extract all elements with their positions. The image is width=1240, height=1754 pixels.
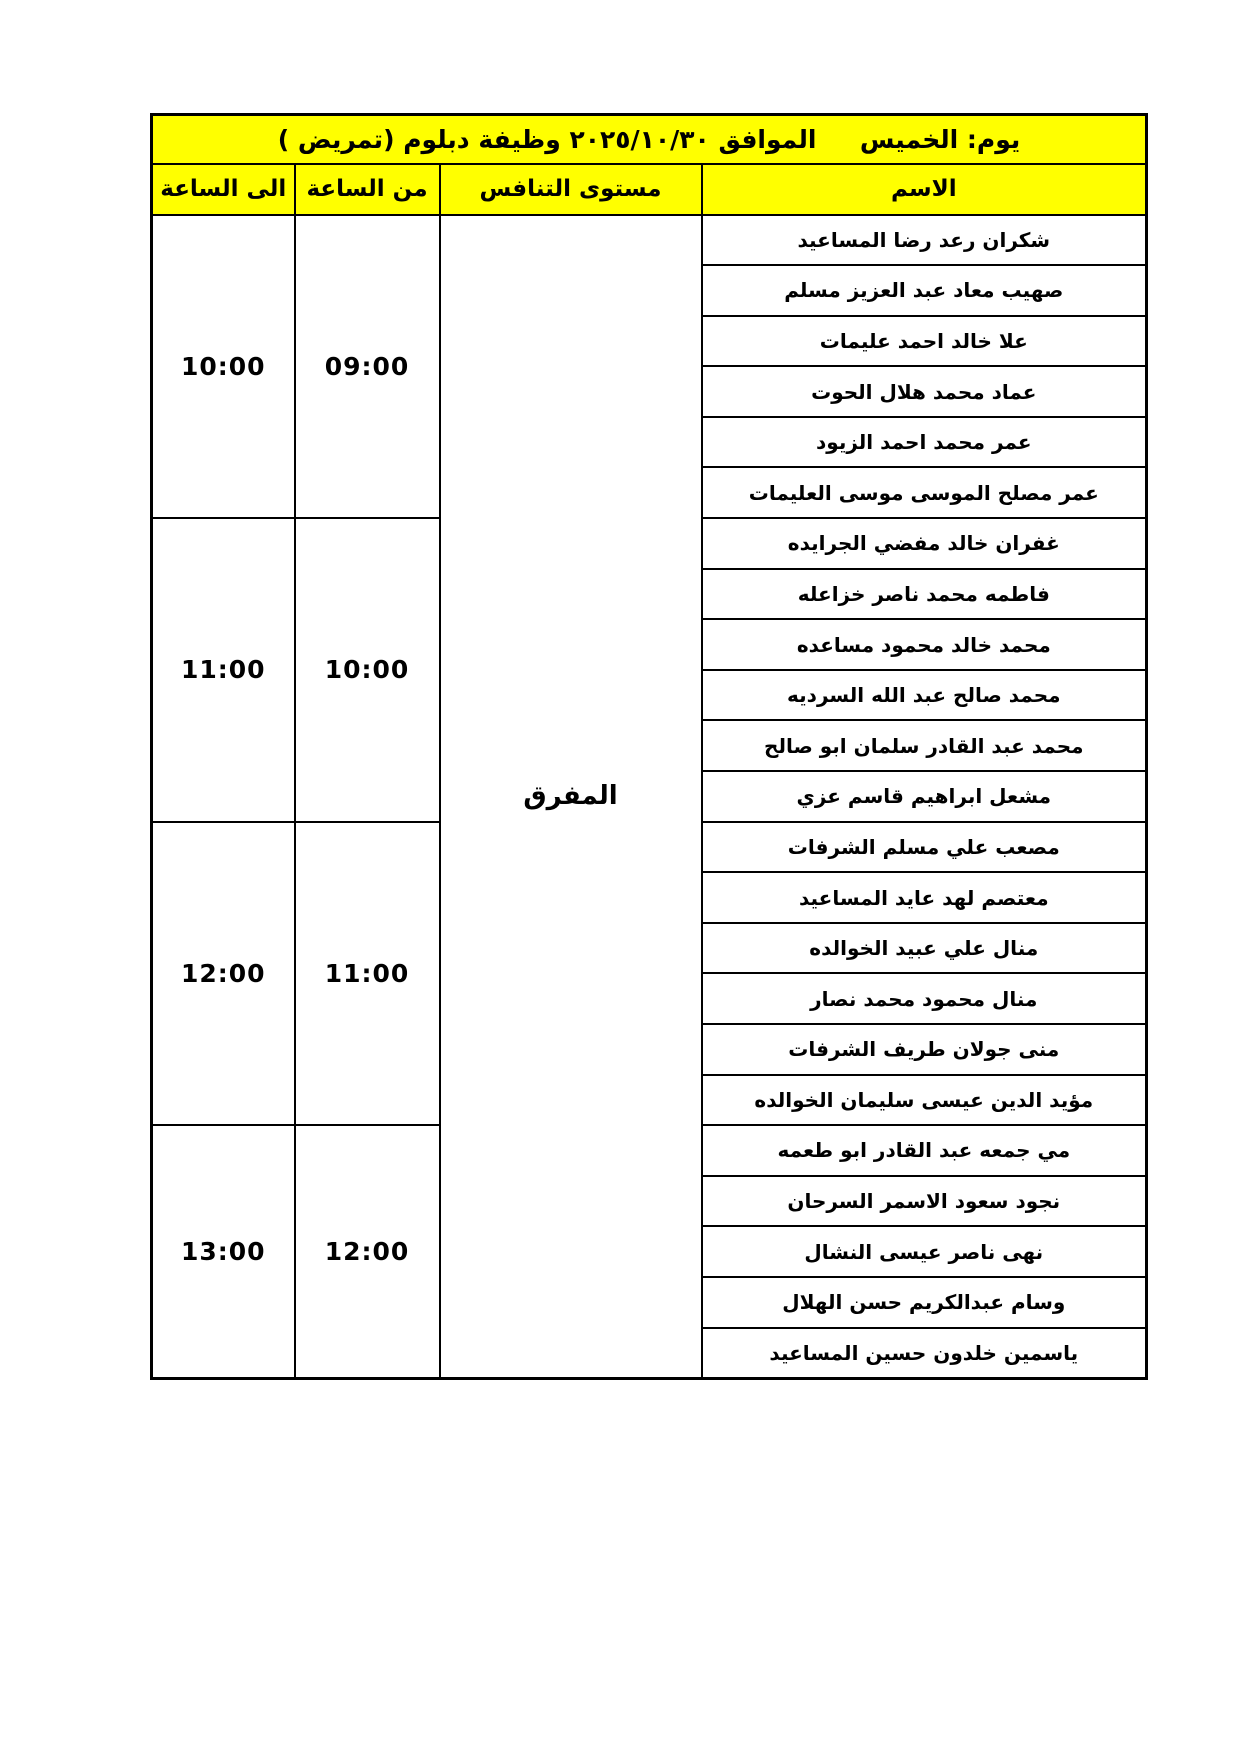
- to-hour-cell: 13:00: [152, 1125, 295, 1378]
- candidate-name: محمد عبد القادر سلمان ابو صالح: [702, 720, 1147, 771]
- candidate-name: صهيب معاد عبد العزيز مسلم: [702, 265, 1147, 316]
- document-title: يوم: الخميس الموافق ٢٠٢٥/١٠/٣٠ وظيفة دبلوم (تمريض ): [152, 115, 1147, 164]
- candidate-name: منال محمود محمد نصار: [702, 973, 1147, 1024]
- candidate-name: غفران خالد مفضي الجرايده: [702, 518, 1147, 569]
- candidate-name: عمر مصلح الموسى موسى العليمات: [702, 467, 1147, 518]
- candidate-name: شكران رعد رضا المساعيد: [702, 215, 1147, 266]
- to-hour-cell: 11:00: [152, 518, 295, 822]
- candidate-name: مصعب علي مسلم الشرفات: [702, 822, 1147, 873]
- candidate-name: عمر محمد احمد الزيود: [702, 417, 1147, 468]
- candidate-name: ياسمين خلدون حسين المساعيد: [702, 1328, 1147, 1379]
- table-row: [152, 215, 1147, 266]
- candidate-name: نجود سعود الاسمر السرحان: [702, 1176, 1147, 1227]
- candidate-name: محمد صالح عبد الله السرديه: [702, 670, 1147, 721]
- candidate-name: علا خالد احمد عليمات: [702, 316, 1147, 367]
- column-header-row: [152, 164, 1147, 215]
- candidate-name: وسام عبدالكريم حسن الهلال: [702, 1277, 1147, 1328]
- competition-level-cell: المفرق: [440, 215, 702, 1379]
- from-hour-cell: 10:00: [295, 518, 440, 822]
- header-from-hour: من الساعة: [295, 164, 440, 215]
- title-row: [152, 115, 1147, 164]
- exam-schedule-table: [150, 113, 1148, 1380]
- candidate-name: منى جولان طريف الشرفات: [702, 1024, 1147, 1075]
- candidate-name: محمد خالد محمود مساعده: [702, 619, 1147, 670]
- candidate-name: معتصم لهد عايد المساعيد: [702, 872, 1147, 923]
- candidate-name: فاطمه محمد ناصر خزاعله: [702, 569, 1147, 620]
- from-hour-cell: 09:00: [295, 215, 440, 519]
- to-hour-cell: 10:00: [152, 215, 295, 519]
- header-competition-level: مستوى التنافس: [440, 164, 702, 215]
- candidate-name: نهى ناصر عيسى النشال: [702, 1226, 1147, 1277]
- header-name: الاسم: [702, 164, 1147, 215]
- header-to-hour: الى الساعة: [152, 164, 295, 215]
- to-hour-cell: 12:00: [152, 822, 295, 1126]
- candidate-name: مؤيد الدين عيسى سليمان الخوالده: [702, 1075, 1147, 1126]
- candidate-name: منال علي عبيد الخوالده: [702, 923, 1147, 974]
- from-hour-cell: 12:00: [295, 1125, 440, 1378]
- from-hour-cell: 11:00: [295, 822, 440, 1126]
- candidate-name: مي جمعه عبد القادر ابو طعمه: [702, 1125, 1147, 1176]
- candidate-name: عماد محمد هلال الحوت: [702, 366, 1147, 417]
- candidate-name: مشعل ابراهيم قاسم عزي: [702, 771, 1147, 822]
